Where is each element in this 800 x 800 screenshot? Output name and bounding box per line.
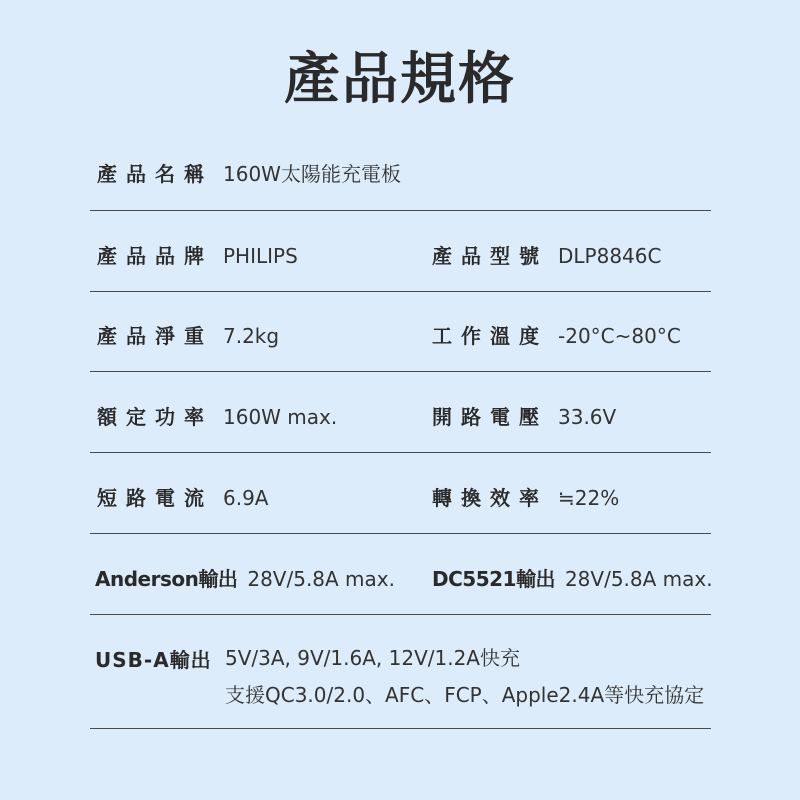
spec-label: USB-A輸出	[95, 648, 212, 672]
spec-value: 28V/5.8A max.	[247, 567, 395, 591]
spec-label: 轉換效率	[432, 486, 548, 510]
spec-label: Anderson輸出	[95, 567, 238, 591]
spec-label: 工作溫度	[432, 324, 548, 348]
spec-value: 160W max.	[223, 405, 338, 429]
spec-value: 28V/5.8A max.	[564, 567, 713, 591]
spec-label: 額定功率	[97, 405, 213, 429]
spec-row-outputs	[90, 563, 711, 615]
spec-row-power-voltage	[90, 401, 711, 453]
spec-label: 產品品牌	[97, 244, 213, 268]
spec-row-current-efficiency	[90, 482, 711, 534]
spec-label: 產品型號	[432, 244, 548, 268]
spec-value: PHILIPS	[223, 244, 298, 268]
spec-label: 產品淨重	[97, 324, 213, 348]
spec-value: -20°C~80°C	[558, 324, 681, 348]
spec-value-line: 5V/3A, 9V/1.6A, 12V/1.2A快充	[225, 646, 520, 670]
spec-value: 6.9A	[223, 486, 269, 510]
spec-value: ≒22%	[558, 486, 620, 510]
spec-row-usb-a	[90, 640, 711, 729]
spec-label: 開路電壓	[432, 405, 548, 429]
spec-row-brand-model	[90, 240, 711, 292]
spec-row-weight-temp	[90, 320, 711, 372]
page-title: 產品規格	[284, 47, 516, 112]
spec-value-multiline	[225, 640, 704, 714]
spec-value: DLP8846C	[558, 244, 662, 268]
spec-label: 產品名稱	[97, 162, 213, 186]
spec-value: 33.6V	[558, 405, 617, 429]
spec-row-product-name	[90, 158, 711, 211]
spec-value: 160W太陽能充電板	[223, 162, 401, 186]
spec-label: 短路電流	[97, 486, 213, 510]
spec-value: 7.2kg	[223, 324, 280, 348]
spec-label: DC5521輸出	[432, 567, 555, 591]
spec-value-line: 支援QC3.0/2.0、AFC、FCP、Apple2.4A等快充協定	[225, 683, 705, 707]
